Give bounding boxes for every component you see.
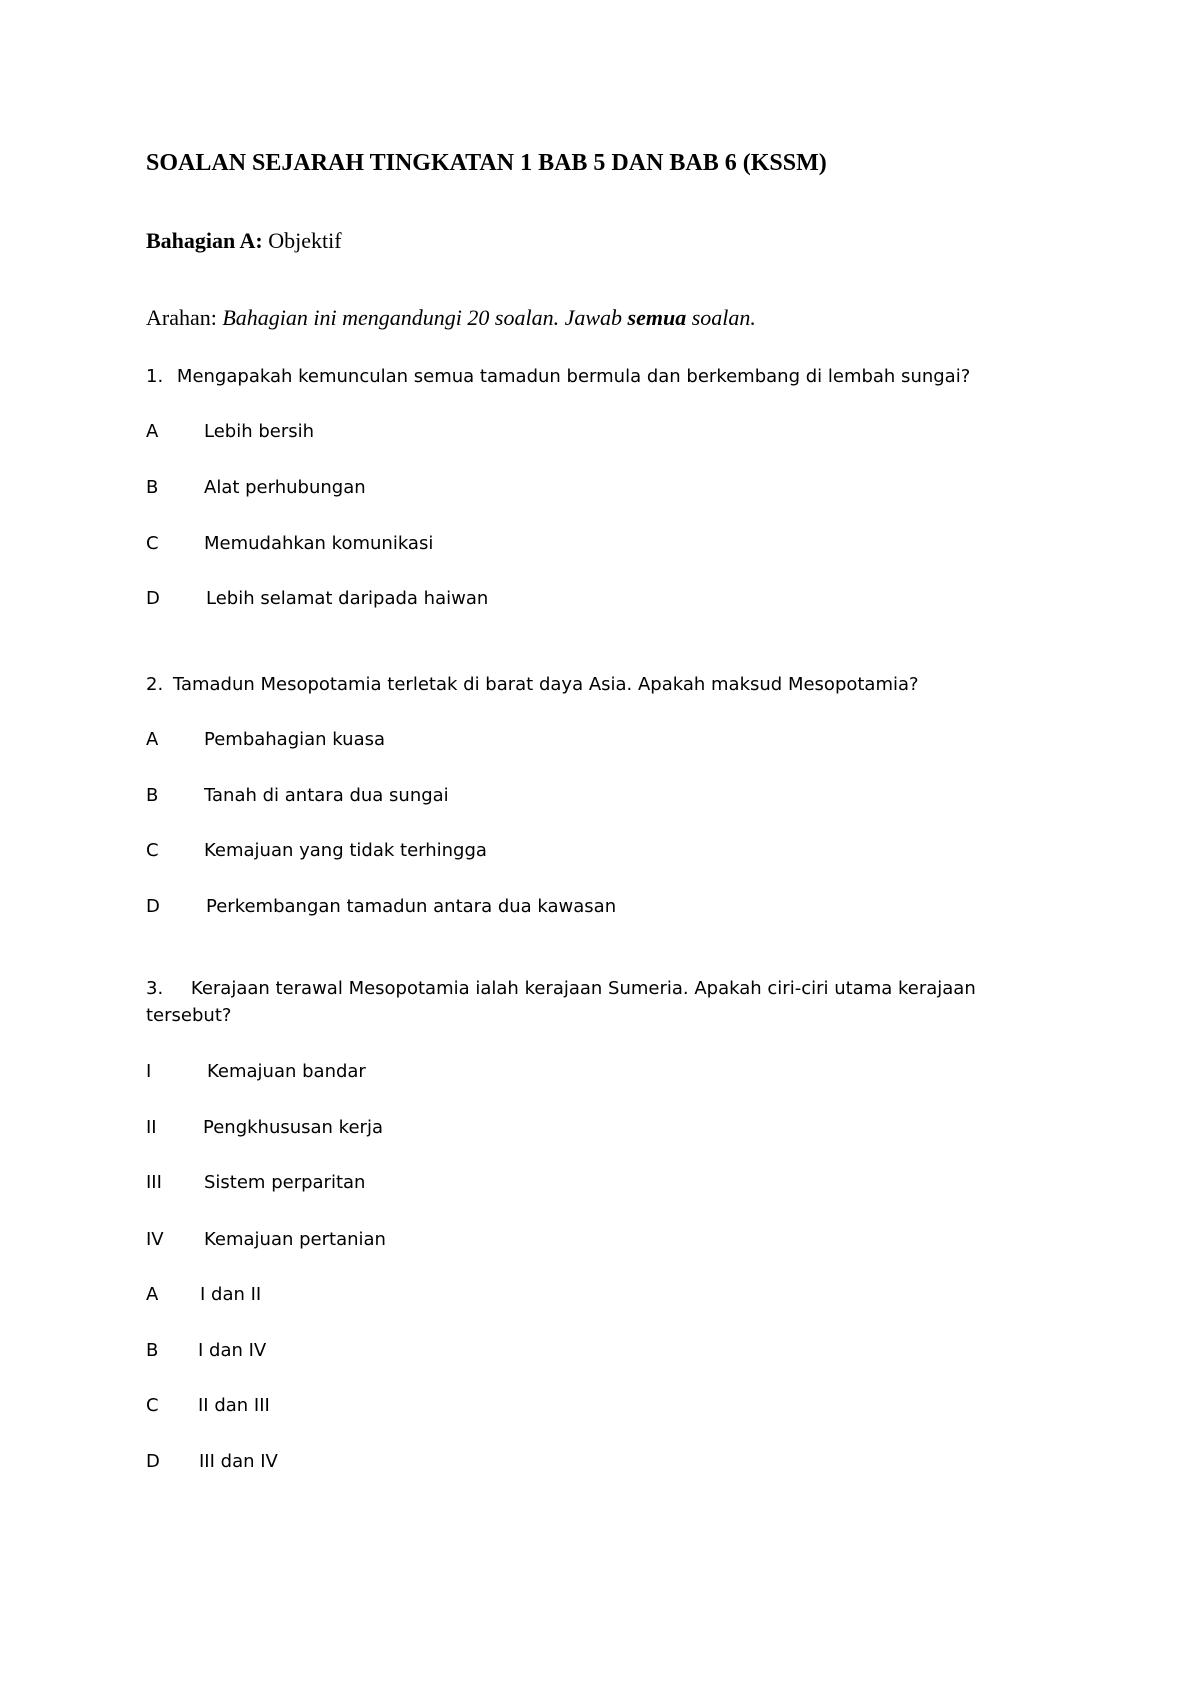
option-text: III dan IV	[199, 1451, 278, 1472]
question-number: 1.	[146, 366, 164, 387]
option-label: C	[146, 840, 159, 861]
option-label: A	[146, 1284, 159, 1305]
question-1	[146, 366, 970, 387]
statement-text: Kemajuan bandar	[207, 1061, 366, 1082]
question-number: 3.	[146, 978, 164, 999]
option-text: II dan III	[198, 1395, 270, 1416]
section-label: Bahagian A:	[146, 228, 263, 253]
instruction-text-1: Bahagian ini mengandungi 20 soalan. Jawab	[222, 305, 623, 330]
option-d	[146, 1451, 278, 1472]
question-2	[146, 674, 919, 695]
option-text: Perkembangan tamadun antara dua kawasan	[206, 896, 617, 917]
option-label: D	[146, 588, 160, 609]
option-c	[146, 840, 487, 861]
statement-label: II	[146, 1117, 157, 1138]
statement-text: Sistem perparitan	[204, 1172, 366, 1193]
option-text: I dan II	[200, 1284, 262, 1305]
question-text-line-2: tersebut?	[146, 1005, 232, 1026]
option-label: D	[146, 896, 160, 917]
instruction-emphasis: semua	[627, 305, 687, 330]
option-label: D	[146, 1451, 160, 1472]
option-label: A	[146, 729, 159, 750]
statement-label: I	[146, 1061, 152, 1082]
option-text: Memudahkan komunikasi	[204, 533, 434, 554]
statement-label: IV	[146, 1229, 164, 1250]
instruction	[146, 305, 756, 331]
option-c	[146, 533, 433, 554]
question-text: Mengapakah kemunculan semua tamadun bermula dan berkembang di lembah sungai?	[176, 366, 971, 387]
option-text: Alat perhubungan	[204, 477, 366, 498]
option-label: C	[146, 1395, 159, 1416]
option-label: B	[146, 477, 159, 498]
instruction-text-2: soalan.	[691, 305, 756, 330]
option-b	[146, 477, 366, 498]
statement-text: Kemajuan pertanian	[204, 1229, 386, 1250]
option-label: C	[146, 533, 159, 554]
section-heading	[146, 228, 342, 254]
instruction-label: Arahan:	[146, 305, 217, 330]
option-a	[146, 729, 385, 750]
option-b	[146, 1340, 266, 1361]
statement-i	[146, 1061, 366, 1082]
option-d	[146, 896, 616, 917]
option-text: Kemajuan yang tidak terhingga	[204, 840, 487, 861]
question-number: 2.	[146, 674, 164, 695]
option-label: B	[146, 785, 159, 806]
statement-iv	[146, 1229, 386, 1250]
question-text: Tamadun Mesopotamia terletak di barat daya Asia. Apakah maksud Mesopotamia?	[172, 674, 919, 695]
option-a	[146, 421, 314, 442]
option-c	[146, 1395, 270, 1416]
option-text: Lebih selamat daripada haiwan	[206, 588, 489, 609]
statement-label: III	[146, 1172, 162, 1193]
question-3-continuation	[146, 1005, 231, 1026]
option-text: Lebih bersih	[204, 421, 315, 442]
option-a	[146, 1284, 261, 1305]
question-text-line-1: Kerajaan terawal Mesopotamia ialah kerajaan Sumeria. Apakah ciri-ciri utama kerajaan	[190, 978, 976, 999]
option-text: Tanah di antara dua sungai	[204, 785, 449, 806]
question-3	[146, 978, 976, 999]
option-d	[146, 588, 488, 609]
section-name: Objektif	[268, 228, 342, 253]
statement-ii	[146, 1117, 383, 1138]
document-title: SOALAN SEJARAH TINGKATAN 1 BAB 5 DAN BAB 6 (KSSM)	[146, 150, 827, 176]
statement-text: Pengkhususan kerja	[203, 1117, 383, 1138]
option-text: I dan IV	[198, 1340, 267, 1361]
option-text: Pembahagian kuasa	[204, 729, 386, 750]
option-label: A	[146, 421, 159, 442]
statement-iii	[146, 1172, 365, 1193]
option-b	[146, 785, 449, 806]
option-label: B	[146, 1340, 159, 1361]
